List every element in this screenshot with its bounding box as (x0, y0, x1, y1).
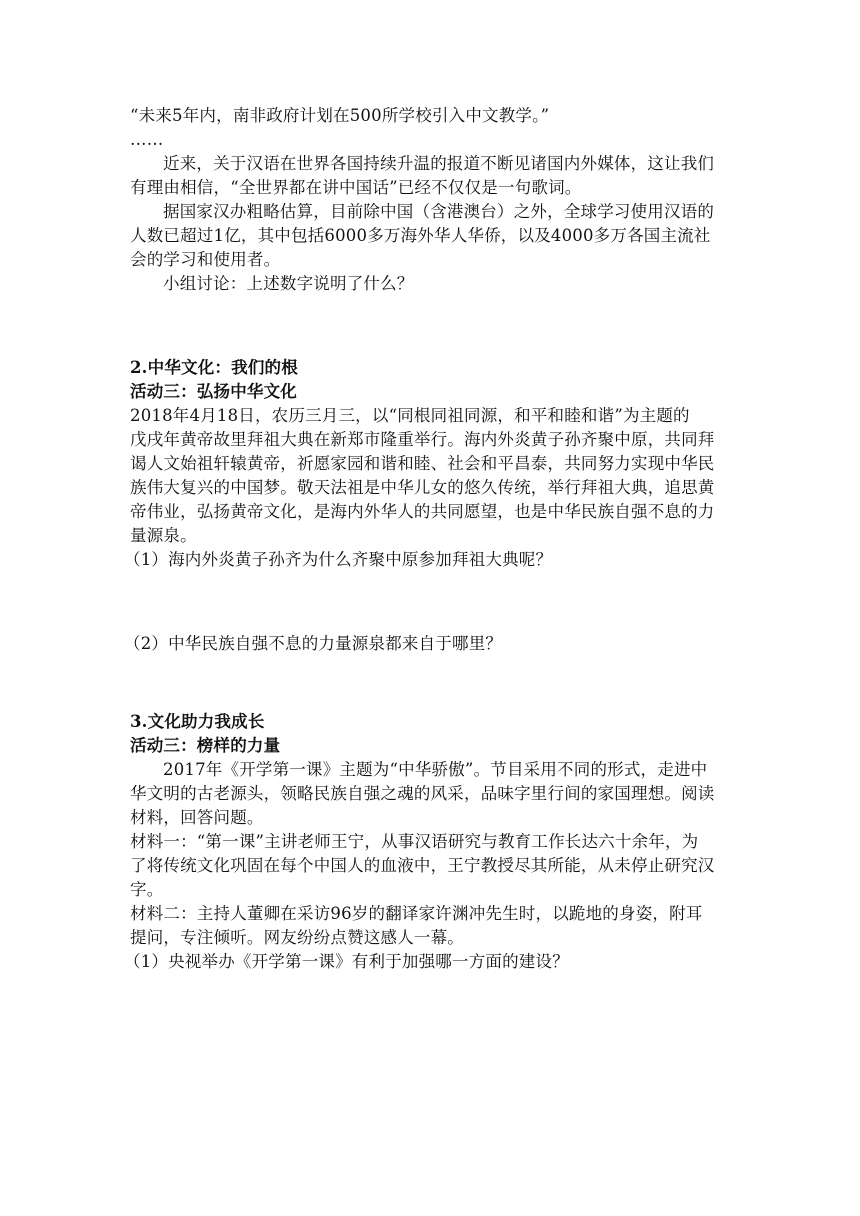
material-line: 材料一：“第一课”主讲老师王宁，从事汉语研究与教育工作长达六十余年，为 (130, 832, 699, 851)
question-2: （2）中华民族自强不息的力量源泉都来自于哪里？ (124, 634, 503, 653)
paragraph-line: 华文明的古老源头，领略民族自强之魂的风采，品味字里行间的家国理想。阅读 (130, 784, 715, 803)
paragraph-line: 2018年4月18日，农历三月三，以“同根同祖同源，和平和睦和谐”为主题的 (130, 406, 690, 425)
paragraph-line: 人数已超过1亿，其中包括6000多万海外华人华侨，以及4000多万各国主流社 (130, 226, 711, 245)
material-line: 提问，专注倾听。网友纷纷点赞这感人一幕。 (130, 928, 464, 947)
paragraph-line: 材料，回答问题。 (130, 808, 264, 827)
paragraph-line: 2017年《开学第一课》主题为“中华骄傲”。节目采用不同的形式，走进中 (163, 760, 708, 779)
paragraph-line: 量源泉。 (130, 526, 197, 545)
section-heading: 3.文化助力我成长 (130, 712, 265, 731)
activity-title: 活动三：弘扬中华文化 (130, 382, 297, 401)
paragraph-line: 近来，关于汉语在世界各国持续升温的报道不断见诸国内外媒体，这让我们 (163, 154, 715, 173)
quote-line: “未来5年内，南非政府计划在500所学校引入中文教学。” (130, 106, 550, 125)
paragraph-line: 族伟大复兴的中国梦。敬天法祖是中华儿女的悠久传统，举行拜祖大典，追思黄 (130, 478, 715, 497)
section-heading: 2.中华文化：我们的根 (130, 358, 298, 377)
paragraph-line: 帝伟业，弘扬黄帝文化，是海内外华人的共同愿望，也是中华民族自强不息的力 (130, 502, 715, 521)
material-line: 字。 (130, 880, 164, 899)
paragraph-line: 会的学习和使用者。 (130, 250, 281, 269)
paragraph-line: 谒人文始祖轩辕黄帝，祈愿家园和谐和睦、社会和平昌泰，共同努力实现中华民 (130, 454, 715, 473)
question-1: （1）海内外炎黄子孙齐为什么齐聚中原参加拜祖大典呢？ (124, 550, 553, 569)
document-page (124, 104, 734, 974)
ellipsis: …… (130, 130, 164, 149)
question-1: （1）央视举办《开学第一课》有利于加强哪一方面的建设？ (124, 952, 569, 971)
material-line: 了将传统文化巩固在每个中国人的血液中，王宁教授尽其所能，从未停止研究汉 (130, 856, 715, 875)
paragraph-line: 戊戌年黄帝故里拜祖大典在新郑市隆重举行。海内外炎黄子孙齐聚中原，共同拜 (130, 430, 715, 449)
material-line: 材料二：主持人董卿在采访96岁的翻译家许渊冲先生时，以跪地的身姿，附耳 (130, 904, 703, 923)
activity-title: 活动三：榜样的力量 (130, 736, 281, 755)
paragraph-line: 有理由相信，“全世界都在讲中国话”已经不仅仅是一句歌词。 (130, 178, 582, 197)
paragraph-line: 据国家汉办粗略估算，目前除中国（含港澳台）之外，全球学习使用汉语的 (163, 202, 715, 221)
discussion-prompt: 小组讨论：上述数字说明了什么？ (163, 274, 414, 293)
